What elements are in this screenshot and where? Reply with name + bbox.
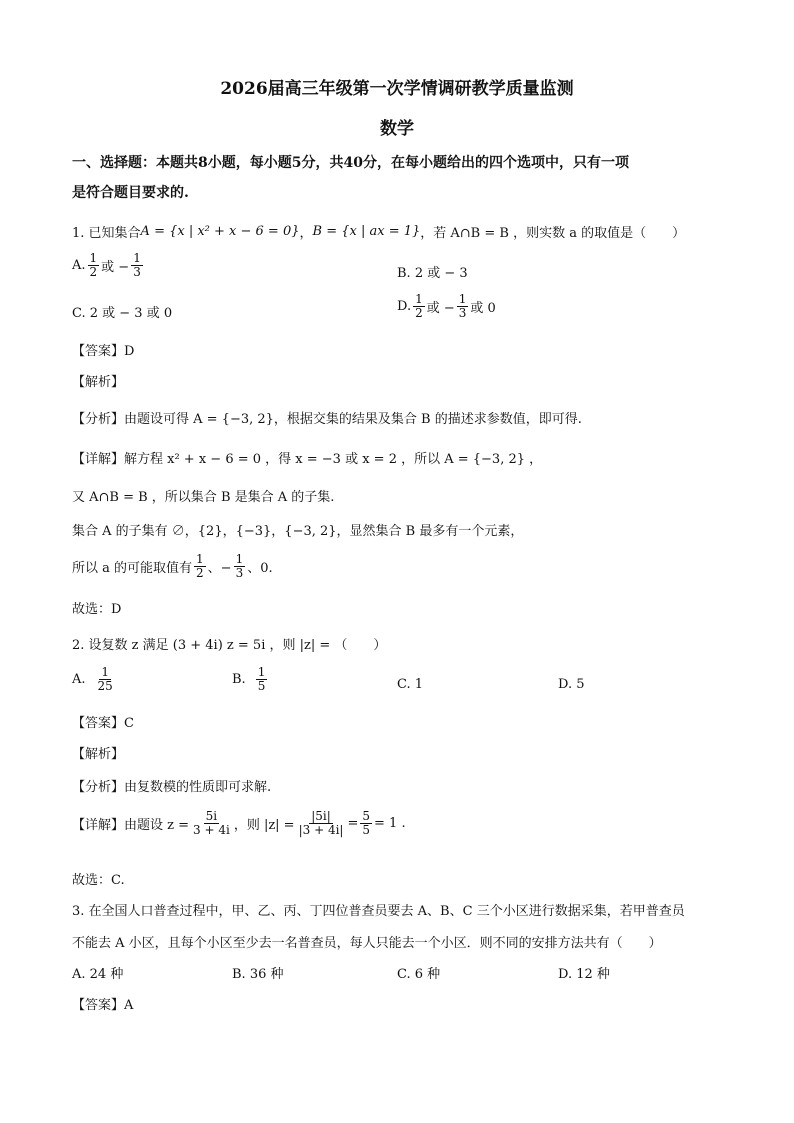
section-heading-line2: 是符合题目要求的. [72, 185, 189, 201]
q2-option-a-frac [96, 666, 115, 692]
q1-option-a-mid: 或 − [101, 259, 130, 275]
q3-option-c: C. 6 种 [397, 967, 441, 982]
page-title: 2026届高三年级第一次学情调研教学质量监测 [220, 79, 574, 99]
q2-detail-tail: = 1 . [374, 815, 406, 831]
frac-num: 5 [362, 809, 371, 823]
q2-detail [72, 810, 406, 836]
q2-option-a [72, 666, 117, 692]
q1-option-a [72, 252, 145, 278]
frac-den: 2 [196, 565, 204, 580]
q1-option-a-frac2 [131, 252, 143, 278]
section-heading-line1: 一、选择题：本题共8小题，每小题5分，共40分，在每小题给出的四个选项中，只有一项 [72, 155, 629, 171]
q3-option-b: B. 36 种 [232, 967, 284, 982]
q1-option-d-tail: 或 0 [470, 300, 496, 316]
q2-answer: 【答案】C [72, 716, 134, 731]
q1-answer: 【答案】D [72, 344, 135, 359]
q2-analysis-label: 【解析】 [72, 747, 125, 762]
frac-den: 3 + 4i [193, 822, 230, 837]
q1-fenxi: 【分析】由题设可得 A = {−3, 2}，根据交集的结果及集合 B 的描述求参数值，即可得. [72, 412, 582, 427]
q2-option-a-label: A. [72, 671, 86, 687]
q2-detail-eq: = [347, 815, 359, 831]
q2-option-c: C. 1 [397, 677, 424, 692]
q1-detail-1: 【详解】解方程 x² + x − 6 = 0 ，得 x = −3 或 x = 2 ，所以 A = {−3, 2} ， [72, 452, 543, 467]
frac-den: 5 [257, 678, 266, 693]
frac-num: 1 [257, 665, 266, 679]
q3-stem-line1: 3. 在全国人口普查过程中，甲、乙、丙、丁四位普查员要去 A、B、C 三个小区进行数据采集，若甲普查员 [72, 904, 685, 919]
q1-condition: ，若 A∩B = B ，则实数 a 的取值是（ ） [420, 226, 686, 241]
q1-stem [72, 222, 685, 241]
q2-stem: 2. 设复数 z 满足 (3 + 4i) z = 5i ，则 |z| = （ ） [72, 638, 387, 653]
q1-detail-2: 又 A∩B = B ，所以集合 B 是集合 A 的子集. [72, 490, 335, 505]
q3-answer: 【答案】A [72, 998, 134, 1013]
q1-option-a-frac1 [88, 252, 100, 278]
q2-option-b-frac [256, 666, 268, 692]
q1-detail-3: 集合 A 的子集有 ∅，{2}，{−3}，{−3, 2}，显然集合 B 最多有一个元素， [72, 524, 524, 539]
q2-detail-prefix: 【详解】由题设 z = [72, 817, 190, 833]
frac-den: |3 + 4i| [298, 822, 344, 837]
q2-detail-frac1 [191, 810, 232, 836]
subject-title: 数学 [380, 119, 414, 139]
q3-option-d: D. 12 种 [558, 967, 610, 982]
q1-set-b: B = {x | ax = 1} [312, 224, 421, 239]
q2-option-d: D. 5 [558, 677, 585, 692]
q3-option-a: A. 24 种 [72, 967, 124, 982]
frac-num: 1 [101, 665, 109, 679]
q2-fenxi: 【分析】由复数模的性质即可求解. [72, 780, 272, 795]
frac-den: 3 [235, 565, 244, 580]
frac-num: 1 [458, 292, 467, 306]
q1-choose: 故选：D [72, 602, 122, 617]
q2-option-b-label: B. [232, 671, 246, 687]
frac-den: 3 [133, 264, 141, 279]
q1-analysis-label: 【解析】 [72, 375, 125, 390]
q2-detail-mid: ，则 |z| = [233, 817, 295, 833]
q1-detail-4-frac1 [194, 553, 206, 579]
q1-detail-4-prefix: 所以 a 的可能取值有 [72, 560, 193, 576]
frac-den: 25 [97, 678, 113, 693]
frac-den: 2 [415, 305, 423, 320]
frac-num: 5i [205, 809, 218, 823]
q1-option-d-frac1 [413, 293, 425, 319]
frac-num: 1 [133, 251, 141, 265]
q1-detail-4-mid: 、− [207, 560, 232, 576]
frac-num: 1 [196, 552, 204, 566]
q1-option-d-mid: 或 − [426, 300, 455, 316]
frac-num: 1 [89, 251, 98, 265]
frac-den: 2 [89, 264, 98, 279]
q1-set-a: A = {x | x² + x − 6 = 0} [140, 224, 300, 239]
q1-stem-prefix: 1. 已知集合 [72, 226, 141, 241]
frac-num: 1 [235, 552, 244, 566]
frac-num: |5i| [311, 809, 331, 823]
q1-option-a-label: A. [72, 257, 86, 273]
frac-den: 5 [362, 822, 371, 837]
q1-comma: ， [299, 226, 313, 241]
q1-detail-4 [72, 553, 273, 579]
q2-choose: 故选：C. [72, 873, 125, 888]
q1-detail-4-frac2 [234, 553, 246, 579]
q3-stem-line2: 不能去 A 小区，且每个小区至少去一名普查员，每人只能去一个小区．则不同的安排方法共有（ ） [72, 936, 662, 951]
q1-detail-4-tail: 、0. [247, 560, 273, 576]
q1-option-d-label: D. [397, 298, 412, 314]
q1-option-c: C. 2 或 − 3 或 0 [72, 306, 173, 321]
frac-num: 1 [415, 292, 423, 306]
q1-option-d-frac2 [457, 293, 469, 319]
q1-option-d [397, 293, 496, 319]
frac-den: 3 [458, 305, 467, 320]
q2-option-b [232, 666, 269, 692]
q2-detail-frac2 [297, 810, 346, 836]
q2-detail-frac3 [360, 810, 372, 836]
q1-option-b: B. 2 或 − 3 [397, 266, 468, 281]
